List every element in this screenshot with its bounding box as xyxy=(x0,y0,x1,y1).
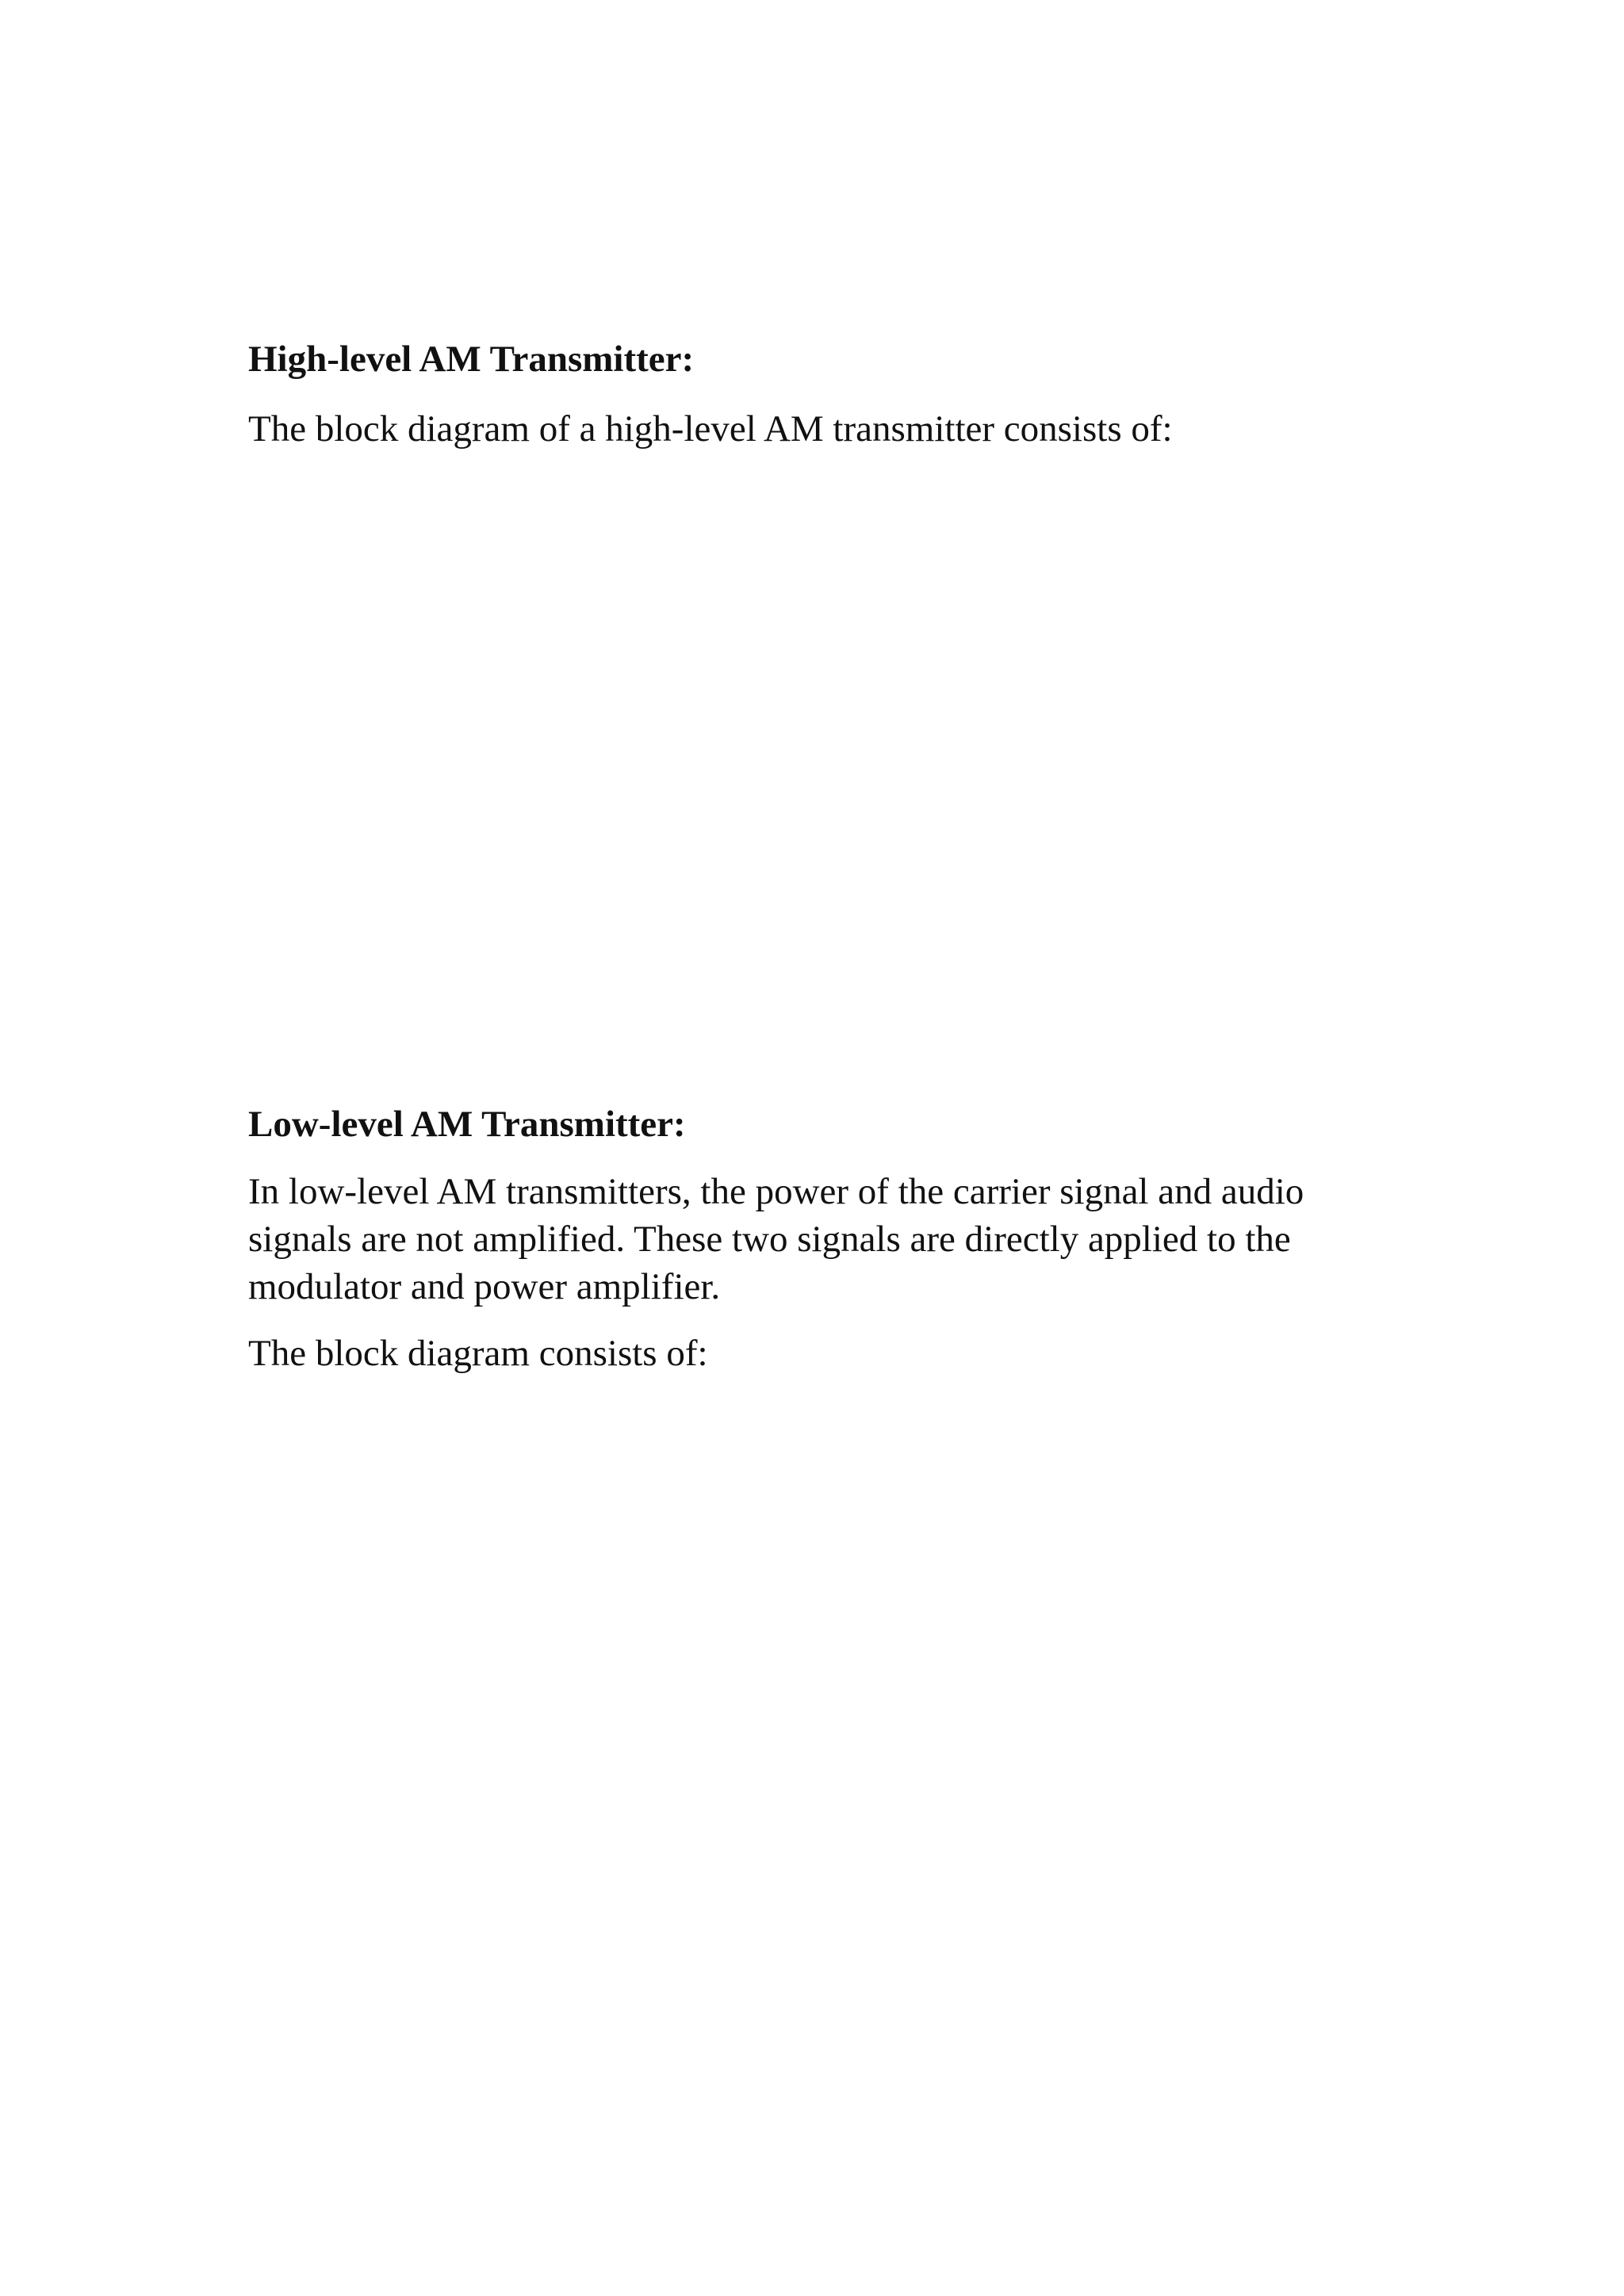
low-level-intro: The block diagram consists of: xyxy=(248,1333,708,1374)
description-line: In low-level AM transmitters, the power of the carrier signal and audio xyxy=(248,1171,1304,1212)
low-level-description xyxy=(248,1168,1390,1311)
description-line: modulator and power amplifier. xyxy=(248,1266,721,1307)
high-level-intro: The block diagram of a high-level AM transmitter consists of: xyxy=(248,408,1173,450)
description-line: signals are not amplified. These two signals are directly applied to the xyxy=(248,1219,1291,1260)
low-level-heading: Low-level AM Transmitter: xyxy=(248,1104,686,1145)
high-level-section xyxy=(248,337,1390,453)
high-level-heading: High-level AM Transmitter: xyxy=(248,339,695,380)
low-level-section xyxy=(248,1102,1390,1377)
